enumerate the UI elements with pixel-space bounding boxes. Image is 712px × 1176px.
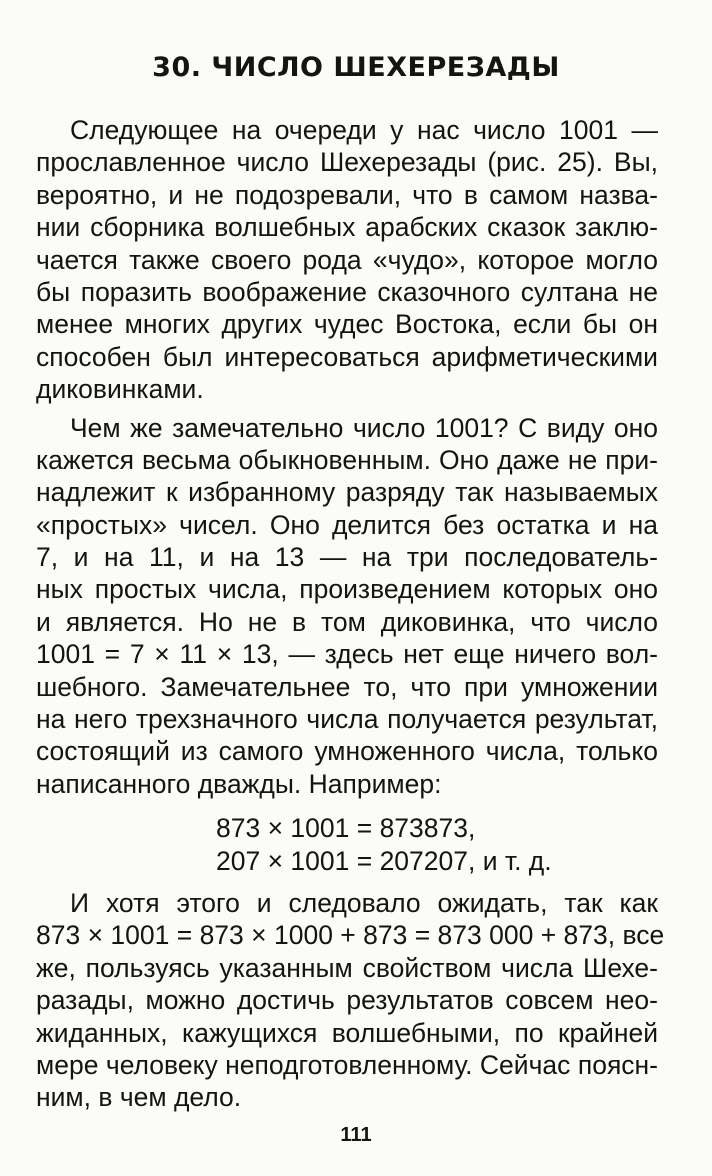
text-line: Следующее на очереди у нас число 1001 — (70, 115, 658, 145)
text-line: на него трехзначного числа получается результат, (36, 704, 658, 735)
text-line: же, пользуясь указанным свойством числа Шехе- (36, 952, 658, 983)
text-line: диковинками. (36, 374, 204, 405)
formula-block (216, 812, 658, 877)
text-line: «простых» чисел. Оно делится без остатка и на (36, 509, 658, 540)
paragraph-2 (36, 412, 658, 801)
text-line: ных простых числа, произведением которых оно (36, 574, 658, 605)
text-line: написанного дважды. Например: (36, 768, 442, 799)
page-body (36, 114, 665, 1120)
text-line: нии сборника волшебных арабских сказок заклю- (36, 212, 658, 243)
text-line: 873 × 1001 = 873 × 1000 + 873 = 873 000 + 873, все (36, 920, 665, 951)
text-line: 1001 = 7 × 11 × 13, — здесь нет еще ничего вол- (36, 639, 658, 670)
text-line: чается также своего рода «чудо», которое могло (36, 244, 658, 275)
text-line: способен был интересоваться арифметическими (36, 341, 658, 372)
formula-line: 207 × 1001 = 207207, и т. д. (216, 845, 552, 876)
paragraph-1 (36, 114, 658, 406)
text-line: и является. Но не в том диковинка, что число (36, 606, 658, 637)
formula-line: 873 × 1001 = 873873, (216, 813, 476, 844)
paragraph-3 (36, 887, 665, 1114)
text-line: кажется весьма обыкновенным. Оно даже не при- (36, 444, 658, 475)
text-line: бы поразить воображение сказочного султана не (36, 276, 658, 307)
page-number: 111 (340, 1124, 372, 1146)
text-line: вероятно, и не подозревали, что в самом назва- (36, 179, 658, 210)
text-line: 7, и на 11, и на 13 — на три последователь- (36, 542, 658, 573)
chapter-title: 30. ЧИСЛО ШЕХЕРЕЗАДЫ (152, 52, 560, 83)
text-line: И хотя этого и следовало ожидать, так как (70, 887, 658, 918)
text-line: шебного. Замечательнее то, что при умножении (36, 671, 658, 702)
text-line: менее многих других чудес Востока, если бы он (36, 309, 658, 340)
text-line: Чем же замечательно число 1001? С виду оно (70, 412, 658, 443)
text-line: прославленное число Шехерезады (рис. 25). Вы, (36, 147, 658, 178)
text-line: жиданных, кажущихся волшебными, по крайней (36, 1017, 658, 1048)
text-line: надлежит к избранному разряду так называемых (36, 477, 658, 508)
text-line: состоящий из самого умноженного числа, только (36, 736, 658, 767)
text-line: ним, в чем дело. (36, 1082, 242, 1113)
text-line: мере человеку неподготовленному. Сейчас поясн- (36, 1049, 658, 1080)
text-line: разады, можно достичь результатов совсем нео- (36, 985, 658, 1016)
